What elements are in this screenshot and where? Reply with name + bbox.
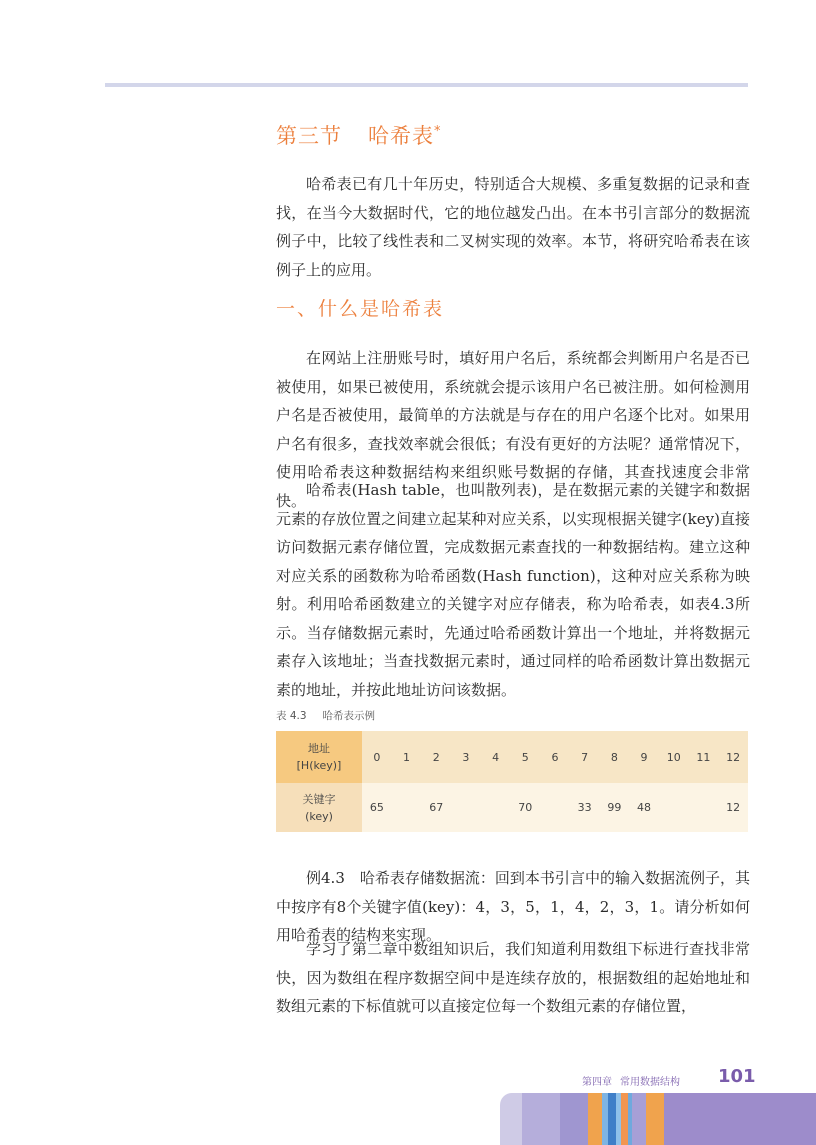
section-name: 哈希表: [368, 124, 434, 148]
section-number: 第三节: [276, 124, 342, 148]
key-cell: [481, 783, 511, 832]
address-cell: 1: [392, 731, 422, 783]
address-header: [276, 731, 362, 783]
key-header-label: 关键字: [302, 792, 336, 806]
optional-mark: *: [434, 124, 442, 139]
address-row: [276, 731, 748, 783]
subsection-title: 一、什么是哈希表: [276, 298, 445, 320]
address-cell: 2: [421, 731, 451, 783]
key-row: [276, 783, 748, 832]
address-cell: 7: [570, 731, 600, 783]
key-cell: [451, 783, 481, 832]
key-cell: [392, 783, 422, 832]
key-cell: [659, 783, 689, 832]
address-cell: 10: [659, 731, 689, 783]
intro-paragraph: 哈希表已有几十年历史，特别适合大规模、多重复数据的记录和查找，在当今大数据时代，它的地位越发凸出。在本书引言部分的数据流例子中，比较了线性表和二叉树实现的效率。本节，将研究哈希表在该例子上的应用。: [276, 175, 750, 279]
address-header-label: 地址: [308, 742, 330, 755]
body-paragraph-4: 学习了第二章中数组知识后，我们知道利用数组下标进行查找非常快，因为数组在程序数据空间中是连续存放的，根据数组的起始地址和数组元素的下标值就可以直接定位每一个数组元素的存储位置，: [276, 940, 750, 1015]
table-caption-title: 哈希表示例: [322, 710, 376, 722]
key-cell: [540, 783, 570, 832]
key-cell: 12: [718, 783, 748, 832]
key-cell: [689, 783, 719, 832]
table-caption-label: 表 4.3: [276, 710, 307, 722]
address-cell: 3: [451, 731, 481, 783]
key-cell: 67: [421, 783, 451, 832]
body-paragraph-2: 哈希表(Hash table，也叫散列表)，是在数据元素的关键字和数据元素的存放位置之间建立起某种对应关系，以实现根据关键字(key)直接访问数据元素存储位置，完成数据元素查找的一种数据结构。建立这种对应关系的函数称为哈希函数(Hash function)，这种对应关系称为映射。利用哈希函数建立的关键字对应存储表，称为哈希表，如表4.3所示。当存储数据元素时，先通过哈希函数计算出一个地址，并将数据元素存入该地址；当查找数据元素时，通过同样的哈希函数计算出数据元素的地址，并按此地址访问该数据。: [276, 481, 750, 699]
page-number: 101: [718, 1066, 756, 1087]
footer-chapter-number: 第四章: [582, 1077, 612, 1088]
address-cell: 5: [510, 731, 540, 783]
section-title: [276, 120, 442, 150]
address-cell: 8: [600, 731, 630, 783]
footer-chapter: [582, 1073, 680, 1088]
address-cell: 4: [481, 731, 511, 783]
footer-decorative-band: [500, 1093, 816, 1145]
body-paragraph-1: 在网站上注册账号时，填好用户名后，系统都会判断用户名是否已被使用，如果已被使用，系统就会提示该用户名已被注册。如何检测用户名是否被使用，最简单的方法就是与存在的用户名逐个比对。如果用户名有很多，查找效率就会很低；有没有更好的方法呢？通常情况下，使用哈希表这种数据结构来组织账号数据的存储，其查找速度会非常快。: [276, 349, 750, 510]
address-header-formula: [H(key)]: [296, 759, 342, 772]
key-cell: 65: [362, 783, 392, 832]
example-paragraph: 例4.3 哈希表存储数据流：回到本书引言中的输入数据流例子，其中按序有8个关键字值(key)：4，3，5，1，4，2，3，1。请分析如何用哈希表的结构来实现。: [276, 869, 750, 944]
hash-table: [276, 731, 748, 832]
address-cell: 11: [689, 731, 719, 783]
address-cell: 12: [718, 731, 748, 783]
key-cell: 99: [600, 783, 630, 832]
key-cell: 70: [510, 783, 540, 832]
key-cell: 33: [570, 783, 600, 832]
key-cell: 48: [629, 783, 659, 832]
footer-chapter-title: 常用数据结构: [620, 1077, 680, 1088]
address-cell: 6: [540, 731, 570, 783]
top-rule: [105, 83, 748, 87]
address-cell: 9: [629, 731, 659, 783]
address-cell: 0: [362, 731, 392, 783]
key-header: [276, 783, 362, 832]
key-header-symbol: (key): [305, 809, 333, 823]
table-caption: [276, 708, 375, 723]
